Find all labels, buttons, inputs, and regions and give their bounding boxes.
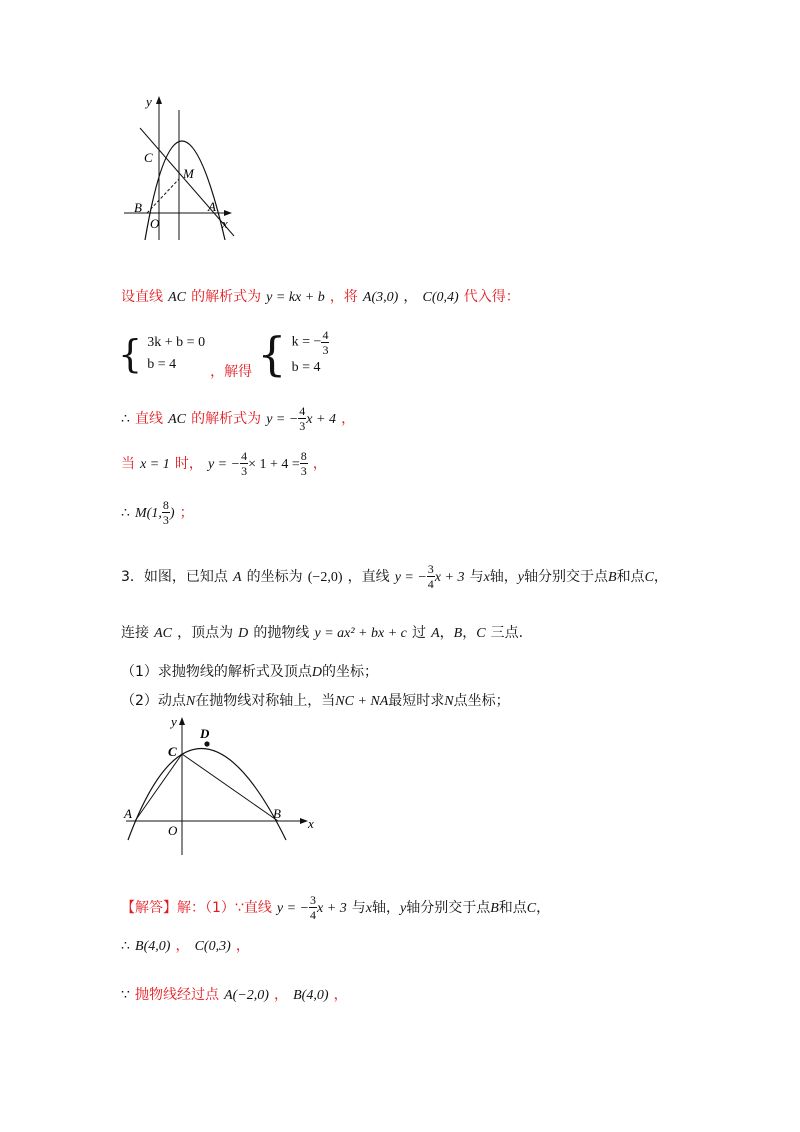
fig1-label-x: x xyxy=(222,216,228,231)
sol2-line3-cond: x = 1 xyxy=(140,457,170,472)
sol2-line3-eq-left: y = − xyxy=(207,457,241,472)
answer-l2-tail: ， xyxy=(235,938,250,954)
dashed-bm xyxy=(147,179,179,213)
fig1-label-a: A xyxy=(208,199,216,214)
sol2-line2-therefore: ∴ xyxy=(121,412,130,427)
sol2-line4-therefore: ∴ xyxy=(121,506,130,521)
p3-l2-s1: ， xyxy=(439,625,454,641)
sol2-line3-t2: 时， xyxy=(174,456,203,472)
p3-l1-y: y xyxy=(517,570,524,585)
fig2-label-d: D xyxy=(200,726,210,741)
fig2-line-cb xyxy=(182,754,278,821)
p3-q2-t1: （2）动点 xyxy=(121,693,186,709)
sol2-line1-ac: AC xyxy=(168,290,186,305)
p3-q1-t2: 的坐标； xyxy=(322,664,379,680)
p3-l2-ac: AC xyxy=(154,626,172,641)
sol2-line1-t1: 设直线 xyxy=(121,289,163,305)
sol2-line1-pa: A(3,0) xyxy=(362,290,399,305)
p3-l1-t5: 轴， xyxy=(489,569,518,585)
answer-l3-tail: ， xyxy=(333,987,348,1003)
answer-l1-eq-left: y = − xyxy=(276,901,310,916)
sol2-line2 xyxy=(121,404,355,433)
p3-l1-t2: 的坐标为 xyxy=(246,569,303,585)
problem3-q1 xyxy=(121,661,378,681)
fig2-y-axis-arrow xyxy=(179,717,185,725)
answer-l1-t5: 和点 xyxy=(498,900,527,916)
fig2-parabola xyxy=(128,749,286,841)
sol2-line1-eq: y = kx + b xyxy=(266,290,325,305)
system2-row2: b = 4 xyxy=(291,360,321,375)
fig2-label-b: B xyxy=(273,806,281,821)
p3-l1-eq-left: y = − xyxy=(394,570,427,585)
fig2-vertex-dot xyxy=(204,741,209,746)
p3-l2-t2: ，顶点为 xyxy=(177,625,234,641)
fig2-label-x: x xyxy=(308,816,314,831)
system1-row2: b = 4 xyxy=(147,356,177,372)
answer-l2-c: C(0,3) xyxy=(194,939,231,954)
p3-l1-t8: ， xyxy=(653,569,668,585)
sol2-line1-pc: C(0,4) xyxy=(422,290,459,305)
fig2-label-y: y xyxy=(171,714,177,729)
answer-l3-t1: 抛物线经过点 xyxy=(135,987,220,1003)
answer-l1-y: y xyxy=(400,901,407,916)
answer-line2 xyxy=(121,935,250,955)
answer-l1-t4: 轴分别交于点 xyxy=(406,900,491,916)
answer-l1-frac xyxy=(309,893,317,922)
sol2-line3-frac2 xyxy=(300,449,308,478)
sol2-line3-mid: × 1 + 4 = xyxy=(248,457,300,472)
sol2-line4-m-right: ) xyxy=(169,506,175,521)
p3-l2-c: C xyxy=(476,626,486,641)
sol2-line3 xyxy=(121,449,327,478)
p3-q2-t3: 最短时求 xyxy=(388,693,445,709)
answer-line1 xyxy=(121,893,550,922)
answer-l1-num: 3 xyxy=(310,893,317,907)
p3-l2-t5: 三点. xyxy=(490,625,524,641)
sol2-line4-frac xyxy=(162,498,170,527)
sol2-line2-num: 4 xyxy=(299,404,306,418)
fig2-label-o: O xyxy=(168,823,178,838)
p3-l2-eq: y = ax² + bx + c xyxy=(314,626,407,641)
answer-l1-t6: ， xyxy=(536,900,551,916)
sol2-line4-den: 3 xyxy=(162,513,169,527)
p3-l1-a: A xyxy=(233,570,242,585)
sol2-line2-den: 3 xyxy=(299,419,306,433)
sol2-line3-d2: 3 xyxy=(300,464,307,478)
answer-l1-t1: 解：（1）∵直线 xyxy=(177,900,272,916)
system1 xyxy=(147,332,205,376)
sol2-line2-tail: ， xyxy=(341,411,356,427)
system2-frac xyxy=(321,328,329,357)
answer-tag: 【解答】 xyxy=(121,900,177,916)
answer-l3-b: B(4,0) xyxy=(293,988,329,1003)
p3-l2-a: A xyxy=(431,626,440,641)
sol2-line3-frac1 xyxy=(240,449,248,478)
fig1-label-c: C xyxy=(144,150,153,165)
system1-row1: 3k + b = 0 xyxy=(147,334,206,350)
p3-l1-t7: 和点 xyxy=(616,569,645,585)
solve-label: ，解得 xyxy=(210,364,253,380)
fig1-label-o: O xyxy=(150,216,160,231)
answer-l3-sep: ， xyxy=(274,987,289,1003)
p3-q1-d: D xyxy=(311,665,323,680)
sol2-line2-t1: 直线 xyxy=(135,411,164,427)
sol2-line2-eq-right: x + 4 xyxy=(306,412,336,427)
sol2-systems xyxy=(118,328,329,381)
sol2-line3-n2: 8 xyxy=(300,449,307,463)
p3-l1-b: B xyxy=(608,570,617,585)
system2-brace: { xyxy=(257,326,287,381)
p3-q1-t1: （1）求抛物线的解析式及顶点 xyxy=(121,664,312,680)
problem3-q2 xyxy=(121,690,510,710)
answer-l3-a: A(−2,0) xyxy=(224,988,269,1003)
p3-l1-t4: 与 xyxy=(469,569,484,585)
fig1-label-m: M xyxy=(183,166,194,181)
sol2-line1-t2: 的解析式为 xyxy=(191,289,262,305)
p3-l1-t1: 3．如图，已知点 xyxy=(121,569,228,585)
fig2-x-axis-arrow xyxy=(300,818,308,824)
answer-l1-x: x xyxy=(365,901,373,916)
sol2-line2-eq-left: y = − xyxy=(266,412,299,427)
p3-l1-t3: ，直线 xyxy=(347,569,390,585)
p3-l1-den: 4 xyxy=(427,577,434,591)
figure-1-graph xyxy=(118,92,248,242)
answer-l2-sep: ， xyxy=(175,938,190,954)
sol2-line2-t2: 的解析式为 xyxy=(191,411,262,427)
p3-q2-n: N xyxy=(185,694,196,709)
sol2-line1-sep: ， xyxy=(403,289,418,305)
answer-l1-eq-right: x + 3 xyxy=(317,901,347,916)
fig2-label-a: A xyxy=(124,806,132,821)
system2-row1-left: k = − xyxy=(291,334,322,350)
answer-l1-t2: 与 xyxy=(351,900,366,916)
problem3-line1 xyxy=(121,562,668,591)
answer-l2-therefore: ∴ xyxy=(121,939,130,954)
system1-brace: { xyxy=(118,331,143,376)
p3-l2-s2: ， xyxy=(462,625,477,641)
problem3-line2 xyxy=(121,622,523,642)
sol2-line4-num: 8 xyxy=(162,498,169,512)
sol2-line1-t4: 代入得： xyxy=(463,289,520,305)
p3-q2-t4: 点坐标； xyxy=(453,693,510,709)
p3-l1-eq-right: x + 3 xyxy=(434,570,465,585)
answer-line3 xyxy=(121,984,348,1004)
sol2-line4-m-left: M(1, xyxy=(135,506,162,521)
sol2-line1-t3: ，将 xyxy=(329,289,358,305)
p3-q2-expr: NC + NA xyxy=(335,694,389,709)
fig1-label-b: B xyxy=(134,200,142,215)
system2-frac-den: 3 xyxy=(322,343,329,357)
sol2-line4-tail: ； xyxy=(179,505,194,521)
sol2-line3-n1: 4 xyxy=(241,449,248,463)
p3-l1-t6: 轴分别交于点 xyxy=(524,569,608,585)
p3-l2-t3: 的抛物线 xyxy=(253,625,310,641)
system2 xyxy=(292,328,330,379)
sol2-line3-t1: 当 xyxy=(121,456,135,472)
p3-l2-t4: 过 xyxy=(411,625,426,641)
answer-l2-b: B(4,0) xyxy=(135,939,171,954)
p3-l2-t1: 连接 xyxy=(121,625,149,641)
fig1-label-y: y xyxy=(146,94,152,109)
p3-q2-n2: N xyxy=(444,694,454,709)
fig2-label-c: C xyxy=(168,744,177,759)
p3-l1-x: x xyxy=(483,570,490,585)
p3-l1-num: 3 xyxy=(427,562,434,576)
system2-frac-num: 4 xyxy=(322,328,329,342)
p3-l2-b: B xyxy=(453,626,463,641)
p3-l2-d: D xyxy=(238,626,249,641)
answer-l1-b: B xyxy=(490,901,499,916)
sol2-line1 xyxy=(121,286,520,306)
fig2-line-ac xyxy=(135,754,182,821)
p3-q2-t2: 在抛物线对称轴上，当 xyxy=(195,693,336,709)
answer-l1-t3: 轴， xyxy=(372,900,401,916)
system2-row1 xyxy=(292,328,330,357)
sol2-line4 xyxy=(121,498,194,527)
p3-l1-c: C xyxy=(644,570,654,585)
answer-l1-c: C xyxy=(526,901,537,916)
y-axis-arrow xyxy=(156,96,162,104)
sol2-line2-ac: AC xyxy=(168,412,186,427)
p3-l1-coord: (−2,0) xyxy=(307,570,343,585)
answer-l1-den: 4 xyxy=(310,908,317,922)
sol2-line3-tail: ， xyxy=(312,456,327,472)
p3-l1-frac xyxy=(427,562,435,591)
answer-l3-because: ∵ xyxy=(121,988,130,1003)
figure-2-graph xyxy=(118,712,328,862)
sol2-line3-d1: 3 xyxy=(241,464,248,478)
